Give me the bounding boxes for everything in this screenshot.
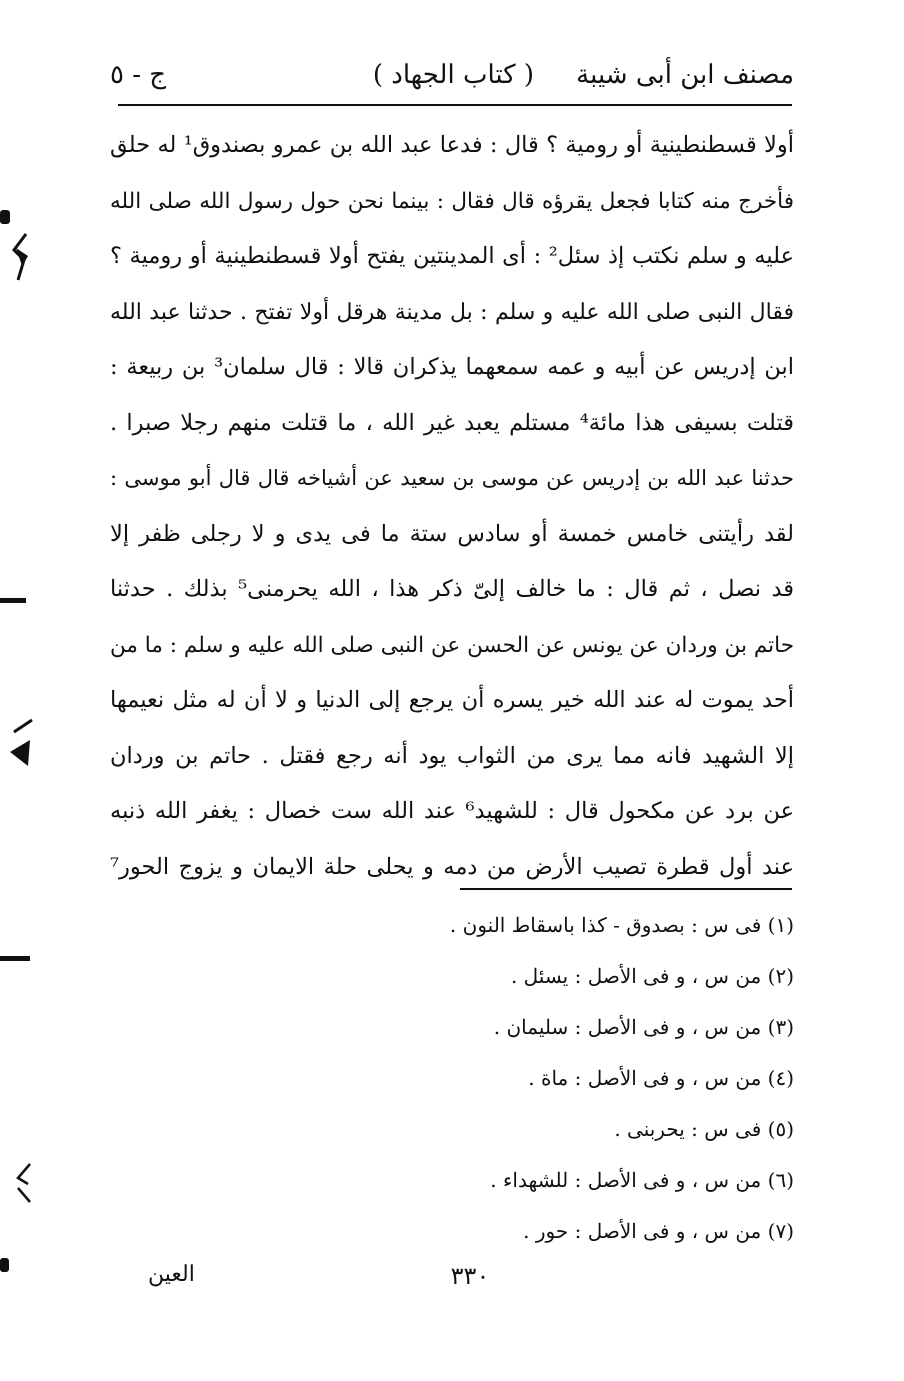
text-line: قتلت بسيفى هذا مائة⁴ مستلم يعبد غير الله ، ما قتلت منهم رجلا صبرا . bbox=[110, 409, 794, 436]
chapter-title: ( كتاب الجهاد ) bbox=[372, 60, 534, 90]
footnote: (٥) فى س : يحربنى . bbox=[614, 1117, 794, 1141]
text-line: ابن إدريس عن أبيه و عمه سمعهما يذكران قالا : قال سلمان³ بن ربيعة : bbox=[110, 354, 794, 380]
volume-number: ج - ٥ bbox=[110, 60, 167, 90]
footnote: (٦) من س ، و فى الأصل : للشهداء . bbox=[490, 1168, 794, 1192]
text-line: عليه و سلم نكتب إذ سئل² : أى المدينتين يفتح أولا قسطنطينية أو رومية ؟ bbox=[110, 243, 794, 269]
book-title: مصنف ابن أبى شيبة bbox=[576, 60, 794, 90]
text-line: أحد يموت له عند الله خير يسره أن يرجع إلى الدنيا و لا أن له مثل نعيمها bbox=[110, 687, 794, 713]
page-number: ٣٣٠ bbox=[450, 1262, 490, 1290]
footnote-rule bbox=[460, 888, 792, 890]
scan-edge-mark bbox=[0, 210, 10, 224]
footnote: (١) فى س : بصدوق - كذا باسقاط النون . bbox=[449, 913, 794, 937]
footnote: (٤) من س ، و فى الأصل : ماة . bbox=[528, 1066, 794, 1090]
text-line: لقد رأيتنى خامس خمسة أو سادس ستة ما فى يدى و لا رجلى ظفر إلا bbox=[110, 520, 794, 547]
text-line: حاتم بن وردان عن يونس عن الحسن عن النبى صلى الله عليه و سلم : ما من bbox=[110, 632, 794, 658]
footnote: (٣) من س ، و فى الأصل : سليمان . bbox=[493, 1015, 794, 1039]
footnote: (٧) من س ، و فى الأصل : حور . bbox=[523, 1219, 794, 1243]
scan-edge-mark bbox=[0, 956, 30, 961]
text-line: فأخرج منه كتابا فجعل يقرؤه قال فقال : بينما نحن حول رسول الله صلى الله bbox=[110, 188, 794, 214]
running-head bbox=[110, 52, 794, 102]
scan-edge-mark bbox=[4, 718, 36, 770]
text-line: حدثنا عبد الله بن إدريس عن موسى بن سعيد عن أشياخه قال قال أبو موسى : bbox=[110, 466, 794, 490]
footnotes bbox=[300, 900, 794, 1257]
printer-signature: العين bbox=[148, 1262, 195, 1287]
text-line: أولا قسطنطينية أو رومية ؟ قال : فدعا عبد الله بن عمرو بصندوق¹ له حلق bbox=[110, 132, 794, 158]
header-rule bbox=[118, 104, 792, 106]
scan-edge-mark bbox=[8, 1162, 34, 1206]
text-line: قد نصل ، ثم قال : ما خالف إلىّ ذكر هذا ، الله يحرمنى⁵ بذلك . حدثنا bbox=[110, 576, 794, 602]
text-line: عن برد عن مكحول قال : للشهيد⁶ عند الله ست خصال : يغفر الله ذنبه bbox=[110, 798, 794, 824]
footnote: (٢) من س ، و فى الأصل : يسئل . bbox=[510, 964, 794, 988]
scan-edge-mark bbox=[8, 232, 34, 282]
scan-edge-mark bbox=[0, 1258, 9, 1272]
text-line: عند أول قطرة تصيب الأرض من دمه و يحلى حلة الايمان و يزوج الحور⁷ bbox=[110, 853, 794, 880]
main-text bbox=[110, 118, 794, 895]
text-line: فقال النبى صلى الله عليه و سلم : بل مدينة هرقل أولا تفتح . حدثنا عبد الله bbox=[110, 299, 794, 325]
text-line: إلا الشهيد فانه مما يرى من الثواب يود أنه رجع فقتل . حاتم بن وردان bbox=[110, 742, 794, 769]
scan-edge-mark bbox=[0, 598, 26, 603]
